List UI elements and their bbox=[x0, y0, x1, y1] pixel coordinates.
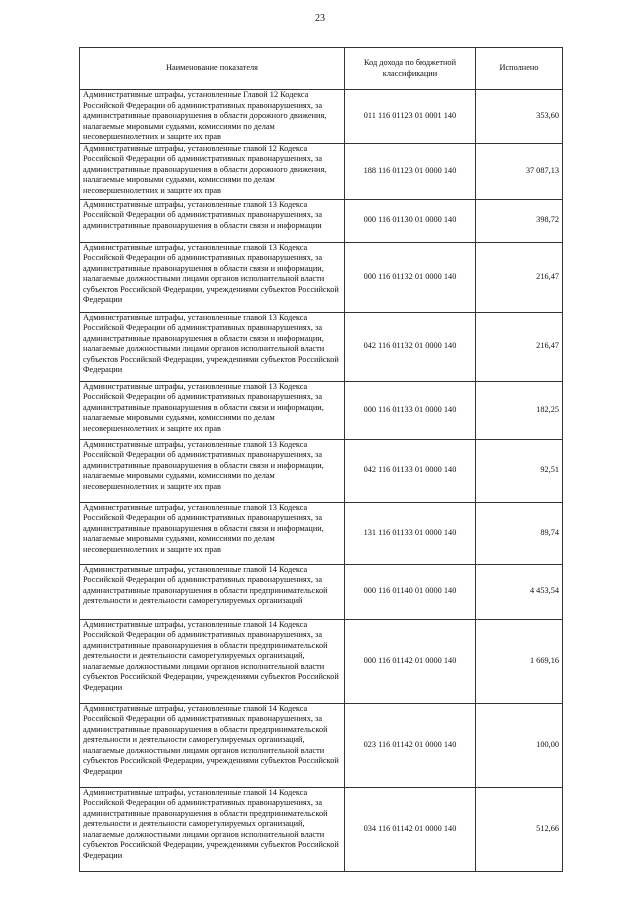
table-row bbox=[80, 564, 563, 619]
table-row bbox=[80, 143, 563, 199]
indicator-name: Административные штрафы, установленные главой 13 Кодекса Российской Федерации об административных правонарушениях, за административные правонарушения в области связи и информации bbox=[80, 199, 345, 242]
budget-revenue-table bbox=[79, 47, 563, 872]
indicator-name: Административные штрафы, установленные главой 13 Кодекса Российской Федерации об административных правонарушениях, за административные правонарушения в области связи и информации, налагаемые должностными лицами органов исполнительной власти субъектов Российской Федерации, учреждениями субъектов Российской Федерации bbox=[80, 242, 345, 312]
executed-amount: 353,60 bbox=[476, 90, 563, 144]
budget-code: 011 116 01123 01 0001 140 bbox=[345, 90, 476, 144]
page-number: 23 bbox=[315, 13, 325, 24]
header-budget-code: Код дохода по бюджетной классификации bbox=[345, 48, 476, 90]
indicator-name: Административные штрафы, установленные главой 14 Кодекса Российской Федерации об административных правонарушениях, за административные правонарушения в области предпринимательской деятельности и деятельности саморегулируемых организаций, налагаемые должностными лицами органов исполнительной власти субъектов Российской Федерации, учреждениями субъектов Российской Федерации bbox=[80, 703, 345, 787]
indicator-name: Административные штрафы, установленные главой 13 Кодекса Российской Федерации об административных правонарушениях, за административные правонарушения в области связи и информации, налагаемые мировыми судьями, комиссиями по делам несовершеннолетних и защите их прав bbox=[80, 439, 345, 502]
executed-amount: 216,47 bbox=[476, 242, 563, 312]
table-row bbox=[80, 312, 563, 381]
budget-code: 000 116 01133 01 0000 140 bbox=[345, 381, 476, 439]
budget-code: 000 116 01132 01 0000 140 bbox=[345, 242, 476, 312]
executed-amount: 89,74 bbox=[476, 502, 563, 564]
indicator-name: Административные штрафы, установленные главой 13 Кодекса Российской Федерации об административных правонарушениях, за административные правонарушения в области связи и информации, налагаемые мировыми судьями, комиссиями по делам несовершеннолетних и защите их прав bbox=[80, 502, 345, 564]
budget-code: 034 116 01142 01 0000 140 bbox=[345, 787, 476, 871]
indicator-name: Административные штрафы, установленные главой 12 Кодекса Российской Федерации об административных правонарушениях, за административные правонарушения в области дорожного движения, налагаемые мировыми судьями, комиссиями по делам несовершеннолетних и защите их прав bbox=[80, 143, 345, 199]
table-row bbox=[80, 199, 563, 242]
table-row bbox=[80, 90, 563, 144]
executed-amount: 182,25 bbox=[476, 381, 563, 439]
budget-code: 188 116 01123 01 0000 140 bbox=[345, 143, 476, 199]
indicator-name: Административные штрафы, установленные Главой 12 Кодекса Российской Федерации об административных правонарушениях, за административные правонарушения в области дорожного движения, налагаемые мировыми судьями, комиссиями по делам несовершеннолетних и защите их прав bbox=[80, 90, 345, 144]
executed-amount: 92,51 bbox=[476, 439, 563, 502]
indicator-name: Административные штрафы, установленные главой 14 Кодекса Российской Федерации об административных правонарушениях, за административные правонарушения в области предпринимательской деятельности и деятельности саморегулируемых организаций bbox=[80, 564, 345, 619]
budget-code: 042 116 01132 01 0000 140 bbox=[345, 312, 476, 381]
budget-code: 131 116 01133 01 0000 140 bbox=[345, 502, 476, 564]
budget-code: 000 116 01140 01 0000 140 bbox=[345, 564, 476, 619]
indicator-name: Административные штрафы, установленные главой 13 Кодекса Российской Федерации об административных правонарушениях, за административные правонарушения в области связи и информации, налагаемые мировыми судьями, комиссиями по делам несовершеннолетних и защите их прав bbox=[80, 381, 345, 439]
table-row bbox=[80, 242, 563, 312]
header-indicator-name: Наименование показателя bbox=[80, 48, 345, 90]
table-row bbox=[80, 787, 563, 871]
table-row bbox=[80, 703, 563, 787]
executed-amount: 1 669,16 bbox=[476, 619, 563, 703]
executed-amount: 512,66 bbox=[476, 787, 563, 871]
budget-code: 000 116 01142 01 0000 140 bbox=[345, 619, 476, 703]
table-row bbox=[80, 619, 563, 703]
budget-code: 042 116 01133 01 0000 140 bbox=[345, 439, 476, 502]
executed-amount: 4 453,54 bbox=[476, 564, 563, 619]
executed-amount: 100,00 bbox=[476, 703, 563, 787]
indicator-name: Административные штрафы, установленные главой 13 Кодекса Российской Федерации об административных правонарушениях, за административные правонарушения в области связи и информации, налагаемые должностными лицами органов исполнительной власти субъектов Российской Федерации, учреждениями субъектов Российской Федерации bbox=[80, 312, 345, 381]
table-row bbox=[80, 381, 563, 439]
header-executed: Исполнено bbox=[476, 48, 563, 90]
executed-amount: 37 087,13 bbox=[476, 143, 563, 199]
indicator-name: Административные штрафы, установленные главой 14 Кодекса Российской Федерации об административных правонарушениях, за административные правонарушения в области предпринимательской деятельности и деятельности саморегулируемых организаций, налагаемые должностными лицами органов исполнительной власти субъектов Российской Федерации, учреждениями субъектов Российской Федерации bbox=[80, 787, 345, 871]
executed-amount: 398,72 bbox=[476, 199, 563, 242]
table-row bbox=[80, 439, 563, 502]
table-row bbox=[80, 502, 563, 564]
table-header-row bbox=[80, 48, 563, 90]
indicator-name: Административные штрафы, установленные главой 14 Кодекса Российской Федерации об административных правонарушениях, за административные правонарушения в области предпринимательской деятельности и деятельности саморегулируемых организаций, налагаемые должностными лицами органов исполнительной власти субъектов Российской Федерации, учреждениями субъектов Российской Федерации bbox=[80, 619, 345, 703]
executed-amount: 216,47 bbox=[476, 312, 563, 381]
budget-code: 023 116 01142 01 0000 140 bbox=[345, 703, 476, 787]
budget-code: 000 116 01130 01 0000 140 bbox=[345, 199, 476, 242]
